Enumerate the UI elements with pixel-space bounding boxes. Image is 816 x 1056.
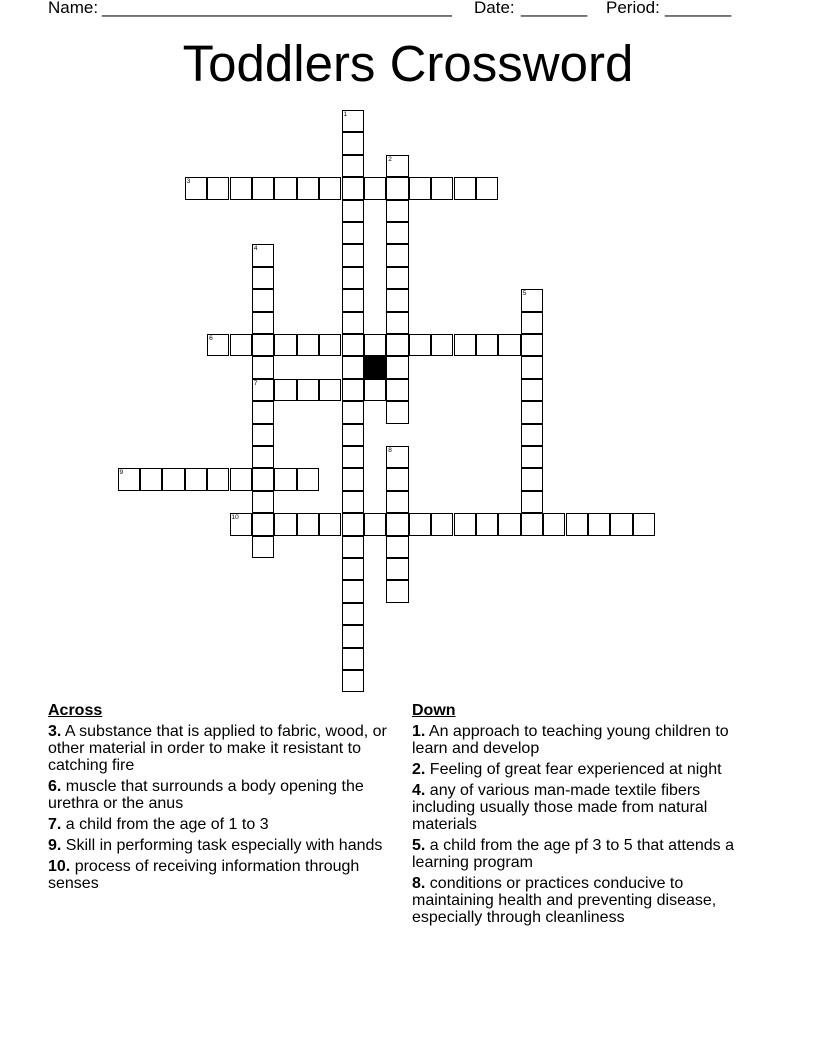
grid-cell[interactable] [297, 379, 319, 401]
grid-cell[interactable] [454, 334, 476, 356]
clue-across-6: 6. muscle that surrounds a body opening the urethra or the anus [48, 778, 364, 812]
across-clues [48, 702, 393, 896]
grid-cell[interactable] [319, 513, 341, 535]
grid-cell[interactable] [342, 244, 364, 266]
grid-cell[interactable] [342, 155, 364, 177]
grid-cell[interactable] [364, 379, 386, 401]
grid-cell[interactable] [431, 334, 453, 356]
grid-clue-number: 1 [343, 111, 348, 118]
grid-cell[interactable] [342, 200, 364, 222]
grid-cell[interactable] [521, 424, 543, 446]
grid-cell[interactable] [252, 289, 274, 311]
grid-cell[interactable] [185, 468, 207, 490]
grid-cell[interactable] [409, 334, 431, 356]
grid-cell[interactable] [297, 334, 319, 356]
clue-across-10: 10. process of receiving information through senses [48, 858, 360, 892]
grid-cell[interactable] [297, 468, 319, 490]
grid-cell[interactable] [543, 513, 565, 535]
grid-clue-number: 8 [388, 447, 392, 454]
grid-cell[interactable] [364, 177, 386, 199]
grid-cell[interactable] [386, 267, 408, 289]
grid-cell[interactable] [386, 200, 408, 222]
grid-cell[interactable] [521, 491, 543, 513]
grid-cell[interactable] [319, 334, 341, 356]
date-label: Date: [474, 0, 515, 17]
grid-clue-number: 9 [119, 469, 124, 477]
grid-cell[interactable] [342, 401, 364, 423]
clue-down-4: 4. any of various man-made textile fibers including usually those made from natural materials [412, 782, 708, 833]
period-blank[interactable]: _______ [665, 0, 732, 17]
grid-cell[interactable] [274, 379, 296, 401]
grid-cell[interactable] [476, 334, 498, 356]
grid-cell[interactable] [566, 513, 588, 535]
grid-cell[interactable] [498, 334, 520, 356]
grid-cell[interactable] [274, 513, 296, 535]
grid-cell[interactable] [342, 670, 364, 692]
down-heading: Down [412, 702, 456, 719]
grid-cell[interactable] [230, 468, 252, 490]
grid-clue-number: 5 [522, 290, 527, 298]
grid-cell[interactable] [342, 132, 364, 154]
grid-cell[interactable] [342, 468, 364, 490]
grid-cell[interactable] [431, 513, 453, 535]
grid-cell[interactable] [588, 513, 610, 535]
grid-cell[interactable] [230, 334, 252, 356]
grid-cell[interactable] [386, 468, 408, 490]
grid-cell[interactable] [297, 513, 319, 535]
clue-down-1: 1. An approach to teaching young children to learn and develop [412, 723, 729, 757]
grid-clue-number: 7 [253, 379, 258, 387]
grid-cell[interactable] [521, 468, 543, 490]
grid-cell[interactable] [319, 379, 341, 401]
date-blank[interactable]: _______ [521, 0, 588, 17]
grid-cell[interactable] [342, 289, 364, 311]
grid-cell[interactable] [252, 513, 274, 535]
grid-cell[interactable] [409, 513, 431, 535]
grid-cell[interactable] [297, 177, 319, 199]
grid-cell[interactable] [342, 379, 364, 401]
grid-cell[interactable] [454, 177, 476, 199]
grid-clue-number: 6 [209, 335, 213, 342]
grid-cell[interactable] [252, 468, 274, 490]
grid-cell[interactable] [386, 177, 408, 199]
grid-cell[interactable] [386, 536, 408, 558]
grid-cell[interactable] [274, 334, 296, 356]
grid-cell[interactable] [342, 222, 364, 244]
grid-cell[interactable] [386, 289, 408, 311]
grid-cell[interactable] [342, 625, 364, 647]
grid-cell[interactable] [521, 446, 543, 468]
grid-cell[interactable] [386, 244, 408, 266]
grid-cell[interactable] [342, 334, 364, 356]
grid-cell[interactable] [207, 468, 229, 490]
grid-cell[interactable] [498, 513, 520, 535]
across-heading: Across [48, 702, 103, 719]
grid-cell[interactable] [342, 648, 364, 670]
grid-cell[interactable] [521, 513, 543, 535]
grid-cell[interactable] [454, 513, 476, 535]
grid-cell[interactable] [342, 356, 364, 378]
grid-cell[interactable] [252, 446, 274, 468]
grid-cell[interactable] [162, 468, 184, 490]
grid-cell[interactable] [319, 177, 341, 199]
grid-cell[interactable] [521, 356, 543, 378]
black-square [364, 356, 386, 378]
grid-cell[interactable] [140, 468, 162, 490]
grid-cell[interactable] [342, 446, 364, 468]
grid-cell[interactable] [342, 177, 364, 199]
grid-cell[interactable] [386, 379, 408, 401]
grid-cell[interactable] [610, 513, 632, 535]
grid-cell[interactable] [521, 312, 543, 334]
grid-cell[interactable] [252, 267, 274, 289]
grid-cell[interactable] [386, 401, 408, 423]
grid-cell[interactable] [252, 491, 274, 513]
grid-cell[interactable] [274, 177, 296, 199]
grid-cell[interactable] [342, 312, 364, 334]
name-label: Name: [48, 0, 99, 17]
grid-clue-number: 10 [231, 514, 239, 522]
clue-down-5: 5. a child from the age pf 3 to 5 that attends a learning program [412, 837, 734, 871]
grid-cell[interactable] [342, 558, 364, 580]
grid-cell[interactable] [274, 468, 296, 490]
grid-cell[interactable] [230, 177, 252, 199]
grid-cell[interactable] [342, 267, 364, 289]
clue-across-3: 3. A substance that is applied to fabric, wood, or other material in order to make it resistant to catching fire [48, 723, 387, 774]
grid-cell[interactable] [431, 177, 453, 199]
grid-cell[interactable] [252, 424, 274, 446]
grid-cell[interactable] [386, 312, 408, 334]
grid-cell[interactable] [207, 177, 229, 199]
grid-cell[interactable] [386, 356, 408, 378]
grid-cell[interactable] [342, 513, 364, 535]
grid-cell[interactable] [252, 312, 274, 334]
clue-down-8: 8. conditions or practices conducive to maintaining health and preventing disease, especially through cleanliness [412, 875, 717, 926]
grid-cell[interactable] [409, 177, 431, 199]
grid-cell[interactable] [252, 536, 274, 558]
grid-cell[interactable] [364, 513, 386, 535]
grid-cell[interactable] [521, 379, 543, 401]
grid-cell[interactable] [342, 580, 364, 602]
grid-cell[interactable] [476, 177, 498, 199]
period-label: Period: [606, 0, 660, 17]
grid-cell[interactable] [252, 401, 274, 423]
grid-cell[interactable] [521, 334, 543, 356]
grid-cell[interactable] [386, 334, 408, 356]
clue-across-7: 7. a child from the age of 1 to 3 [48, 816, 269, 833]
grid-cell[interactable] [252, 177, 274, 199]
grid-clue-number: 2 [388, 155, 392, 163]
grid-cell[interactable] [476, 513, 498, 535]
page-title: Toddlers Crossword [182, 35, 634, 92]
clue-across-9: 9. Skill in performing task especially with hands [48, 837, 383, 854]
grid-cell[interactable] [633, 513, 655, 535]
grid-cell[interactable] [342, 603, 364, 625]
grid-cell[interactable] [252, 334, 274, 356]
grid-cell[interactable] [386, 513, 408, 535]
grid-clue-number: 4 [253, 245, 258, 253]
grid-cell[interactable] [386, 580, 408, 602]
grid-cell[interactable] [386, 491, 408, 513]
grid-cell[interactable] [252, 356, 274, 378]
grid-cell[interactable] [342, 491, 364, 513]
grid-cell[interactable] [521, 401, 543, 423]
name-blank[interactable]: _____________________________________ [102, 0, 452, 17]
grid-cell[interactable] [386, 558, 408, 580]
grid-cell[interactable] [386, 222, 408, 244]
down-clues [412, 702, 762, 930]
grid-clue-number: 3 [186, 178, 191, 186]
grid-cell[interactable] [342, 536, 364, 558]
grid-cell[interactable] [342, 424, 364, 446]
clue-down-2: 2. Feeling of great fear experienced at night [412, 761, 722, 778]
grid-cell[interactable] [364, 334, 386, 356]
